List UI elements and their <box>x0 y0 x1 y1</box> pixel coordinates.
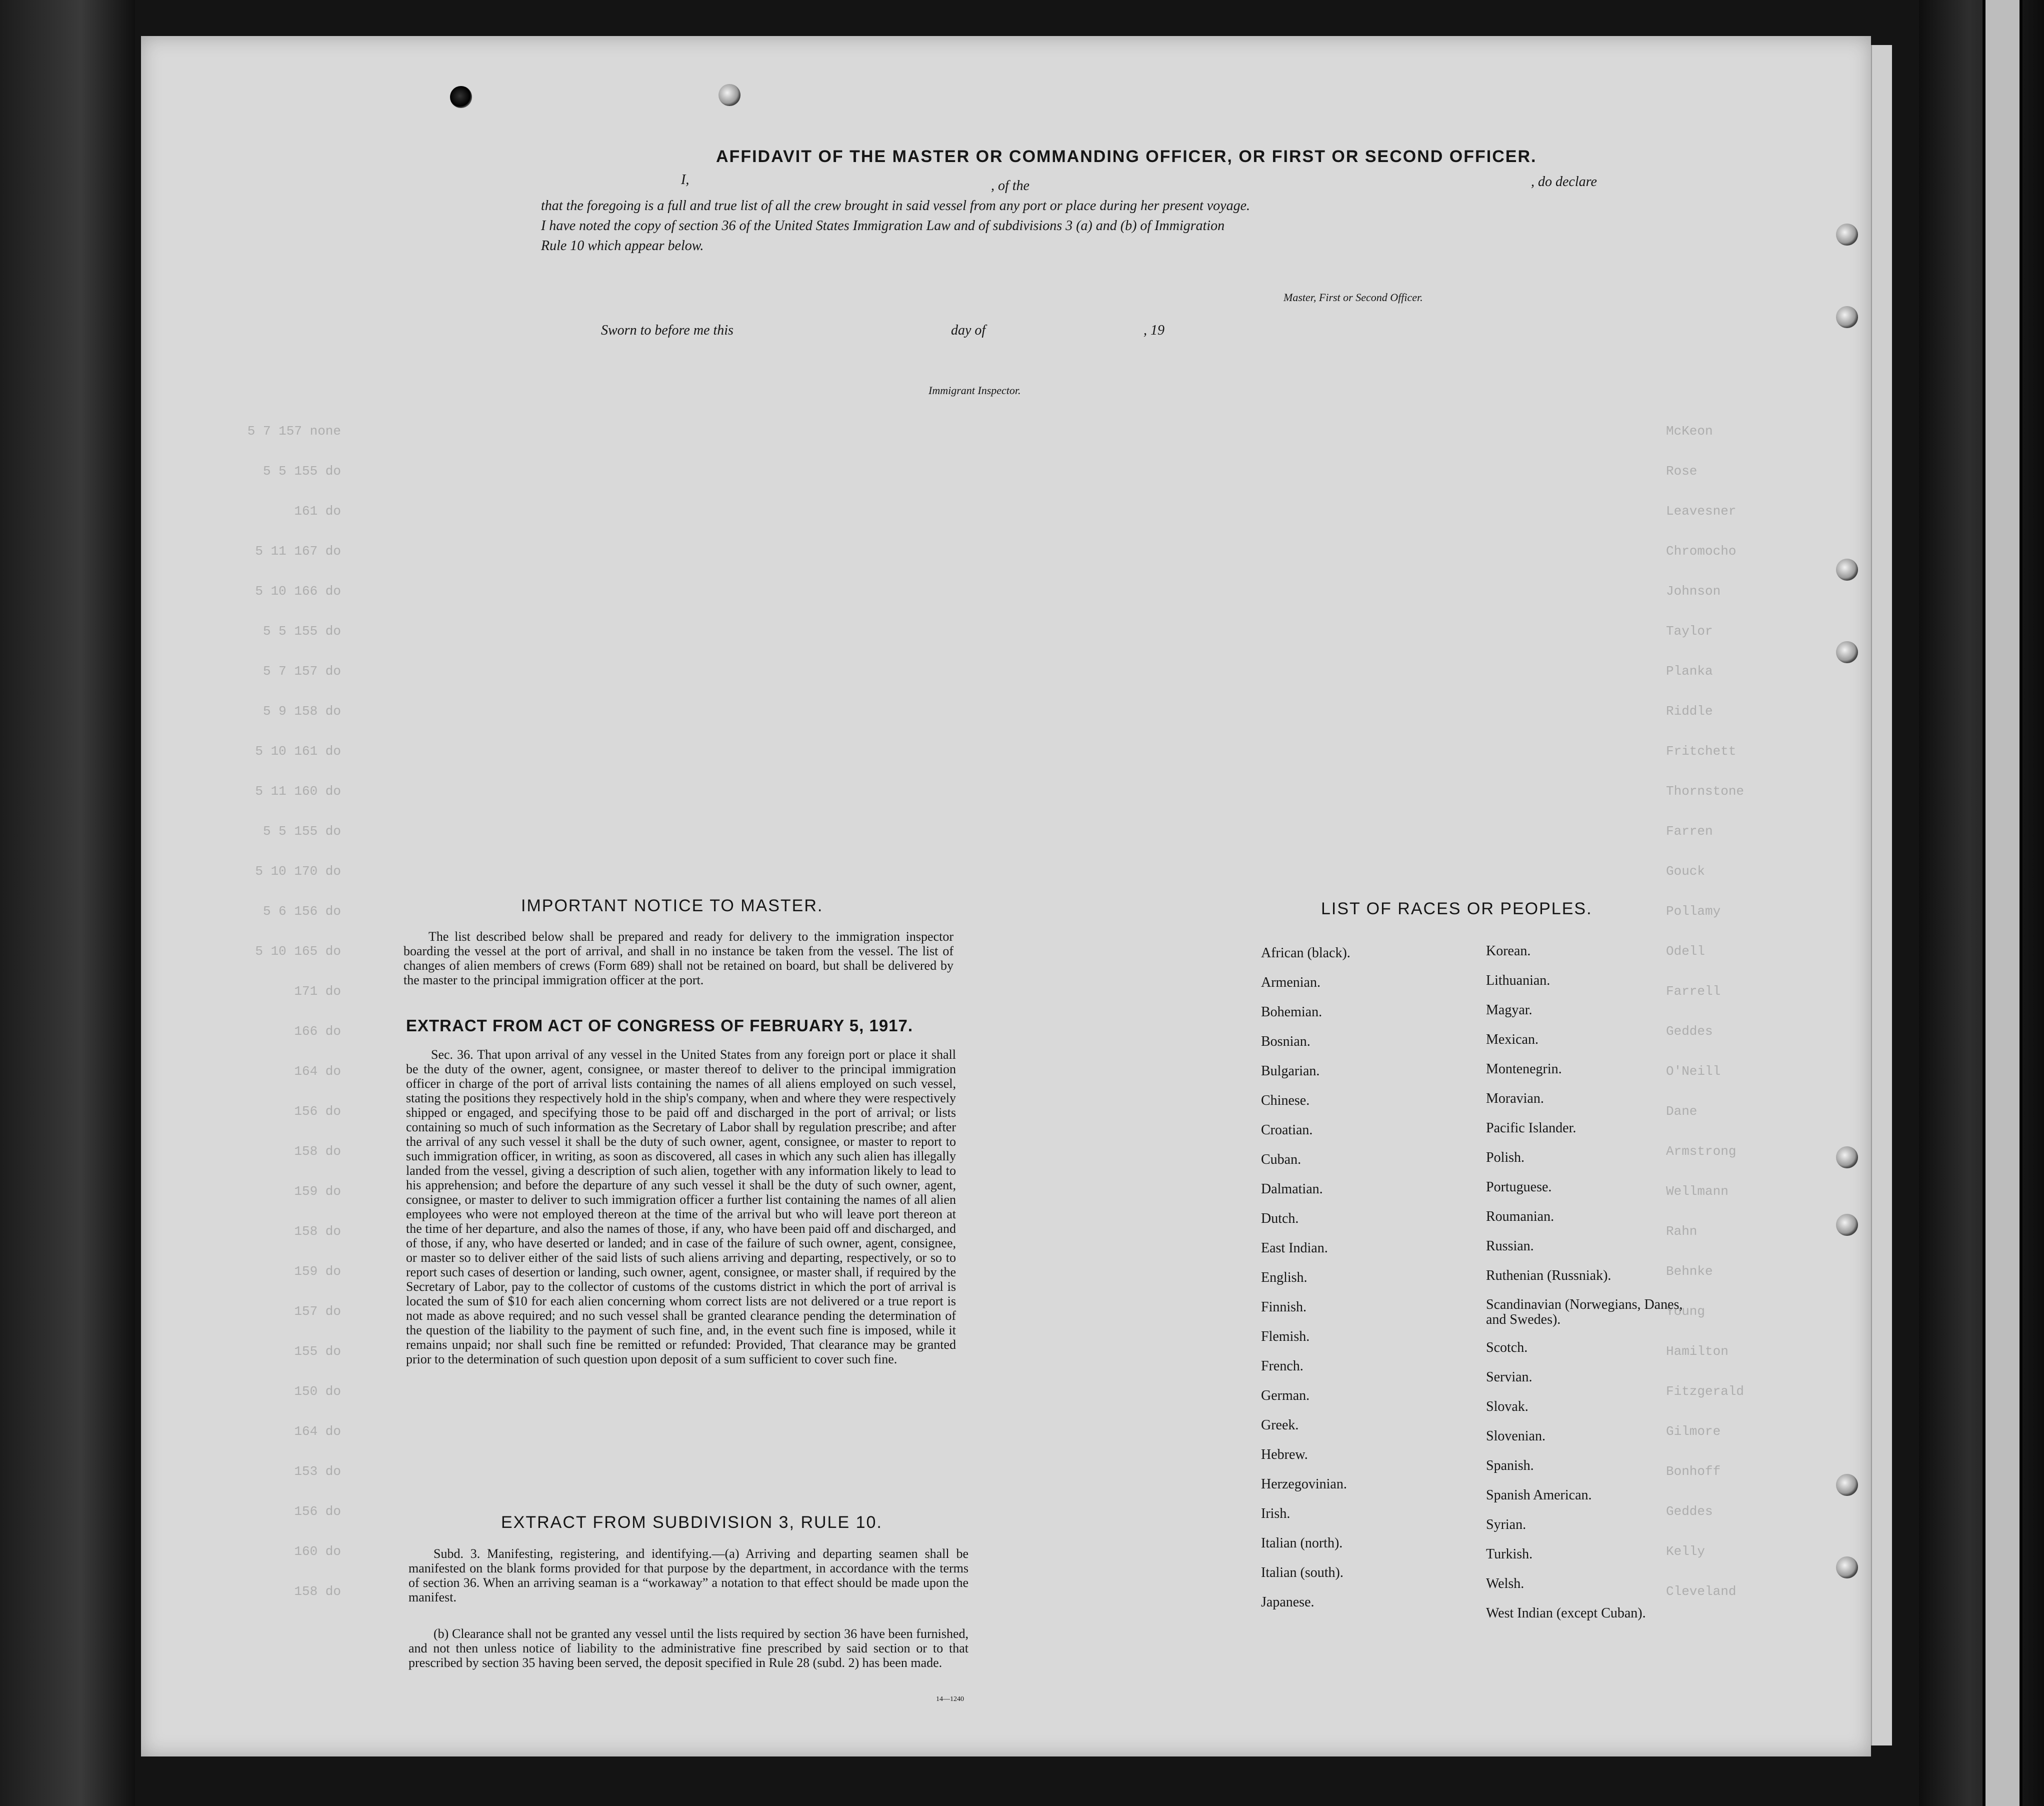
bleed-code: 5 7 157 do <box>262 664 341 679</box>
bleed-code: 5 10 170 do <box>255 864 341 879</box>
bleed-code: 5 5 155 do <box>262 624 341 639</box>
race-item: Mexican. <box>1486 1032 1538 1047</box>
race-item: Dalmatian. <box>1261 1181 1323 1197</box>
affidavit-of-the: , of the <box>991 178 1030 194</box>
bleed-code: 157 do <box>294 1304 341 1319</box>
punch-hole-icon <box>1836 1474 1858 1496</box>
bleed-code: 164 do <box>294 1064 341 1079</box>
punch-hole-icon <box>1836 559 1858 581</box>
race-item: Korean. <box>1486 943 1531 959</box>
race-item: Greek. <box>1261 1417 1299 1433</box>
race-item: Roumanian. <box>1486 1209 1554 1224</box>
punch-hole-icon <box>1836 1146 1858 1168</box>
bleed-code: 5 11 167 do <box>255 544 341 559</box>
bleed-name: Odell <box>1666 944 1706 959</box>
rule-text-b: (b) Clearance shall not be granted any vessel until the lists required by section 36 have been furnished, and not then unless notice of liability to the administrative fine prescribed by said section or to that prescribed by section 35 having been served, the deposit specified in Rule 28 (subd. 2) has been made. <box>408 1626 968 1670</box>
race-item: Servian. <box>1486 1369 1532 1385</box>
scanner-frame-left <box>0 0 135 1806</box>
bleed-name: Behnke <box>1666 1264 1713 1279</box>
bleed-name: Planka <box>1666 664 1713 679</box>
race-item: Scotch. <box>1486 1340 1528 1355</box>
bleed-name: Hamilton <box>1666 1344 1728 1359</box>
bleed-code: 5 5 155 do <box>262 824 341 839</box>
race-item: Montenegrin. <box>1486 1061 1562 1077</box>
bleed-code: 5 10 165 do <box>255 944 341 959</box>
master-signature-label: Master, First or Second Officer. <box>1284 291 1423 304</box>
race-item: Flemish. <box>1261 1329 1310 1344</box>
punch-hole-icon <box>718 84 740 106</box>
race-item: Magyar. <box>1486 1002 1532 1018</box>
bleed-code: 5 5 155 do <box>262 464 341 479</box>
year-label: , 19 <box>1144 323 1164 338</box>
punch-hole-icon <box>1836 1214 1858 1236</box>
race-item: Slovenian. <box>1486 1428 1546 1444</box>
race-item: West Indian (except Cuban). <box>1486 1605 1646 1621</box>
bleed-name: Rahn <box>1666 1224 1698 1239</box>
bleed-name: Fitzgerald <box>1666 1384 1744 1399</box>
bleed-code: 156 do <box>294 1504 341 1519</box>
race-item: English. <box>1261 1270 1308 1285</box>
bleed-name: Cleveland <box>1666 1584 1736 1599</box>
affidavit-i: I, <box>681 172 690 188</box>
race-item: Spanish American. <box>1486 1487 1592 1503</box>
race-item: East Indian. <box>1261 1240 1328 1256</box>
bleed-name: McKeon <box>1666 424 1713 439</box>
punch-hole-icon <box>1836 641 1858 663</box>
immigrant-inspector-label: Immigrant Inspector. <box>928 384 1021 397</box>
race-item: Slovak. <box>1486 1399 1528 1414</box>
bleed-code: 171 do <box>294 984 341 999</box>
bleed-name: Pollamy <box>1666 904 1721 919</box>
bleed-name: Farren <box>1666 824 1713 839</box>
affidavit-declare: , do declare <box>1531 174 1597 190</box>
act-text: Sec. 36. That upon arrival of any vessel in the United States from any foreign port or place it shall be the duty of the owner, agent, consignee, or master thereof to deliver to the principal immigration officer in charge of the port of arrival lists containing the names of all aliens employed on such vessel, stating the positions they respectively hold in the ship's company, when and where they were respectively shipped or engaged, and specifying those to be paid off and discharged in the port of arrival; or lists containing so much of such information as the Secretary of Labor shall by regulation prescribe; and after the arrival of any such vessel it shall be the duty of such owner, agent, consignee, or master to report to such immigration officer, in writing, as soon as discovered, all cases in which any such alien has illegally landed from the vessel, giving a description of such alien, together with any information likely to lead to his apprehension; and before the departure of any such vessel it shall be the duty of such owner, agent, consignee, or master to deliver to such immigration officer a further list containing the names of all alien employees who were not employed thereon at the time of the arrival but who will leave port thereon at the time of her departure, and also the names of those, if any, who have been paid off and discharged, and of those, if any, who have deserted or landed; and in case of the failure of such owner, agent, consignee, or master so to deliver either of the said lists of such aliens arriving and departing, respectively, or so to report such cases of desertion or landing, such owner, agent, consignee, or master shall, if required by the Secretary of Labor, pay to the collector of customs of the customs district in which the port of arrival is located the sum of $10 for each alien concerning whom correct lists are not delivered or a true report is not made as above required; and no such vessel shall be granted clearance pending the determination of the question of the liability to the payment of such fine, and, in the event such fine is imposed, while it remains unpaid; nor shall such fine be remitted or refunded: Provided, That clearance may be granted prior to the determination of such question upon deposit of a sum sufficient to cover such fine. <box>406 1047 956 1366</box>
bleed-name: Gouck <box>1666 864 1706 879</box>
race-item: Pacific Islander. <box>1486 1120 1576 1136</box>
race-item: Chinese. <box>1261 1093 1310 1108</box>
race-item: Irish. <box>1261 1506 1290 1521</box>
bleed-code: 155 do <box>294 1344 341 1359</box>
race-item: Herzegovinian. <box>1261 1476 1347 1492</box>
bleed-name: Gilmore <box>1666 1424 1721 1439</box>
bleed-code: 161 do <box>294 504 341 519</box>
punch-hole-icon <box>1836 1556 1858 1578</box>
race-item: Dutch. <box>1261 1211 1299 1226</box>
bleed-name: Fritchett <box>1666 744 1736 759</box>
bleed-code: 5 7 157 none <box>247 424 341 439</box>
notice-text: The list described below shall be prepared and ready for delivery to the immigration inspector boarding the vessel at the port of arrival, and shall in no instance be taken from the vessel. The list of changes of alien members of crews (Form 689) shall not be retained on board, but shall be delivered by the master to the principal immigration officer at the port. <box>404 929 954 987</box>
affidavit-line-3: I have noted the copy of section 36 of the United States Immigration Law and of subdivisions 3 (a) and (b) of Immigration <box>541 218 1225 234</box>
bleed-code: 5 10 166 do <box>255 584 341 599</box>
bleed-code: 159 do <box>294 1184 341 1199</box>
bleed-code: 5 10 161 do <box>255 744 341 759</box>
bleed-code: 166 do <box>294 1024 341 1039</box>
race-item: Cuban. <box>1261 1152 1302 1167</box>
race-item: Turkish. <box>1486 1546 1533 1562</box>
punch-hole-icon <box>1836 224 1858 246</box>
bleed-name: Leavesner <box>1666 504 1736 519</box>
rule-text-a: Subd. 3. Manifesting, registering, and identifying.—(a) Arriving and departing seamen shall be manifested on the blank forms provided for that purpose by the department, in accordance with the terms of section 36. When an arriving seaman is a “workaway” a notation to that effect should be made upon the manifest. <box>408 1546 968 1604</box>
bleed-code: 164 do <box>294 1424 341 1439</box>
page-stack-edge <box>1871 45 1892 1745</box>
bleed-name: Chromocho <box>1666 544 1736 559</box>
bleed-name: Farrell <box>1666 984 1721 999</box>
race-item: Polish. <box>1486 1150 1525 1165</box>
race-item: Croatian. <box>1261 1122 1313 1138</box>
race-item: Bohemian. <box>1261 1004 1322 1020</box>
race-item: Syrian. <box>1486 1517 1526 1532</box>
race-item: German. <box>1261 1388 1310 1403</box>
bleed-name: Kelly <box>1666 1544 1706 1559</box>
bleed-code: 158 do <box>294 1144 341 1159</box>
bleed-code: 156 do <box>294 1104 341 1119</box>
bleed-name: O'Neill <box>1666 1064 1721 1079</box>
rule-heading: EXTRACT FROM SUBDIVISION 3, RULE 10. <box>501 1513 882 1532</box>
sworn-label: Sworn to before me this <box>601 323 734 338</box>
race-item: Russian. <box>1486 1238 1534 1254</box>
bleed-name: Johnson <box>1666 584 1721 599</box>
race-item: Armenian. <box>1261 975 1320 990</box>
manifest-page <box>141 36 1871 1756</box>
race-item: Portuguese. <box>1486 1179 1552 1195</box>
bleed-code: 159 do <box>294 1264 341 1279</box>
race-item: Italian (north). <box>1261 1535 1343 1551</box>
punch-hole-icon <box>1836 306 1858 328</box>
affidavit-title: AFFIDAVIT OF THE MASTER OR COMMANDING OFFICER, OR FIRST OR SECOND OFFICER. <box>716 147 1537 166</box>
bleed-code: 5 6 156 do <box>262 904 341 919</box>
race-item: Lithuanian. <box>1486 973 1550 988</box>
race-item: Ruthenian (Russniak). <box>1486 1268 1612 1283</box>
race-item: African (black). <box>1261 945 1350 961</box>
bleed-code: 158 do <box>294 1584 341 1599</box>
act-heading: EXTRACT FROM ACT OF CONGRESS OF FEBRUARY 5, 1917. <box>406 1016 914 1035</box>
bleed-code: 160 do <box>294 1544 341 1559</box>
bleed-name: Young <box>1666 1304 1706 1319</box>
bleed-name: Geddes <box>1666 1024 1713 1039</box>
race-item: Spanish. <box>1486 1458 1534 1473</box>
affidavit-line-2: that the foregoing is a full and true list of all the crew brought in said vessel from any port or place during her present voyage. <box>541 198 1250 214</box>
race-item: Bosnian. <box>1261 1034 1310 1049</box>
bleed-name: Armstrong <box>1666 1144 1736 1159</box>
race-item: Scandinavian (Norwegians, Danes, and Swedes). <box>1486 1297 1683 1327</box>
bleed-code: 158 do <box>294 1224 341 1239</box>
race-item: Hebrew. <box>1261 1447 1308 1462</box>
race-item: Japanese. <box>1261 1594 1314 1610</box>
bleed-name: Riddle <box>1666 704 1713 719</box>
bleed-name: Thornstone <box>1666 784 1744 799</box>
day-of-label: day of <box>951 323 986 338</box>
race-item: Bulgarian. <box>1261 1063 1320 1079</box>
notice-heading: IMPORTANT NOTICE TO MASTER. <box>521 896 824 915</box>
bleed-name: Rose <box>1666 464 1698 479</box>
race-item: French. <box>1261 1358 1304 1374</box>
bleed-name: Dane <box>1666 1104 1698 1119</box>
bleed-name: Geddes <box>1666 1504 1713 1519</box>
bleed-name: Taylor <box>1666 624 1713 639</box>
scanner-frame-right <box>1919 0 2044 1806</box>
punch-hole-icon <box>450 86 472 108</box>
affidavit-line-4: Rule 10 which appear below. <box>541 238 704 254</box>
race-item: Italian (south). <box>1261 1565 1344 1580</box>
bleed-code: 5 11 160 do <box>255 784 341 799</box>
adjacent-page-strip <box>1982 0 2022 1806</box>
bleed-name: Bonhoff <box>1666 1464 1721 1479</box>
bleed-name: Wellmann <box>1666 1184 1728 1199</box>
bleed-code: 153 do <box>294 1464 341 1479</box>
races-heading: LIST OF RACES OR PEOPLES. <box>1321 899 1592 918</box>
race-item: Finnish. <box>1261 1299 1307 1315</box>
bleed-code: 5 9 158 do <box>262 704 341 719</box>
bleed-code: 150 do <box>294 1384 341 1399</box>
race-item: Moravian. <box>1486 1091 1544 1106</box>
form-number: 14—1240 <box>936 1695 964 1703</box>
race-item: Welsh. <box>1486 1576 1524 1591</box>
